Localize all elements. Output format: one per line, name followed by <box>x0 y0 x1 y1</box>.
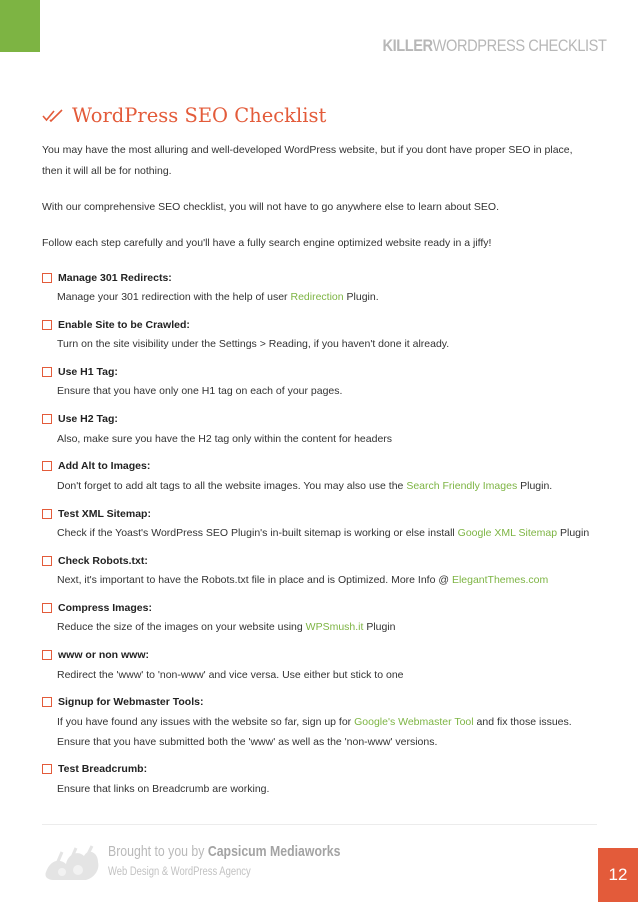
checkbox-icon[interactable] <box>42 320 52 330</box>
desc-text: Reduce the size of the images on your website using <box>57 621 306 634</box>
checklist-item-title: Use H2 Tag: <box>58 413 118 426</box>
header-brand <box>382 36 606 56</box>
checklist-item-title: Use H1 Tag: <box>58 365 118 378</box>
desc-text-after: Plugin. <box>343 291 379 303</box>
checklist-item <box>42 693 572 752</box>
footer-tagline: Web Design & WordPress Agency <box>108 866 251 878</box>
checkbox-icon[interactable] <box>42 414 52 424</box>
checklist-item-desc-line2: Ensure that you have submitted both the 'www' as well as the 'non-www' versions. <box>57 735 438 748</box>
checklist-item-title: Enable Site to be Crawled: <box>58 318 190 331</box>
desc-text: Turn on the site visibility under the Settings > Reading, if you haven't done it already. <box>57 338 450 351</box>
checklist-item <box>42 457 552 496</box>
footer-brought-text: Brought to you by <box>108 843 208 860</box>
checklist-item-desc <box>42 429 392 449</box>
checklist-item <box>42 504 589 543</box>
page-number: 12 <box>598 848 638 902</box>
capsicum-logo-icon <box>42 842 102 886</box>
checklist-item-desc <box>42 523 589 543</box>
desc-text: Ensure that you have only one H1 tag on each of your pages. <box>57 385 343 398</box>
page-title: WordPress SEO Checklist <box>72 104 327 127</box>
checklist-item-desc <box>42 381 342 401</box>
checkbox-icon[interactable] <box>42 461 52 471</box>
footer-company: Capsicum Mediaworks <box>207 843 341 860</box>
desc-text-after: Plugin. <box>517 479 553 492</box>
checklist-item-title: Test XML Sitemap: <box>58 507 151 520</box>
checklist-item-title: Test Breadcrumb: <box>58 763 148 776</box>
checklist-item-title: Check Robots.txt: <box>58 554 148 567</box>
desc-text-after: and fix those issues. <box>473 715 572 728</box>
desc-text: Ensure that links on Breadcrumb are working. <box>57 782 270 795</box>
intro-line-2: then it will all be for nothing. <box>42 165 172 177</box>
desc-text-after: Plugin <box>557 527 590 539</box>
intro-line-3: With our comprehensive SEO checklist, you will not have to go anywhere else to learn about SEO. <box>42 201 499 213</box>
desc-text: Don't forget to add alt tags to all the website images. You may also use the <box>57 479 407 492</box>
checklist-item-title: Signup for Webmaster Tools: <box>58 696 204 709</box>
double-check-icon <box>42 109 64 123</box>
checklist-item-desc <box>42 779 269 799</box>
plugin-link[interactable]: ElegantThemes.com <box>451 574 549 587</box>
desc-text: Also, make sure you have the H2 tag only within the content for headers <box>57 432 393 445</box>
checklist-item <box>42 551 548 590</box>
desc-text: Manage your 301 redirection with the help of user <box>57 291 291 303</box>
intro-line-1: You may have the most alluring and well-developed WordPress website, but if you dont have proper SEO in place, <box>42 144 573 156</box>
checklist-item-desc <box>42 287 379 307</box>
plugin-link[interactable]: Google XML Sitemap <box>457 527 558 539</box>
checkbox-icon[interactable] <box>42 603 52 613</box>
checklist-item-title: Add Alt to Images: <box>58 460 151 473</box>
checklist-item <box>42 410 392 449</box>
checklist-item-desc <box>42 712 572 732</box>
checklist-item-title: www or non www: <box>58 649 149 662</box>
checklist-item <box>42 646 404 685</box>
plugin-link[interactable]: WPSmush.it <box>305 621 364 634</box>
header-brand-bold: KILLER <box>381 36 433 55</box>
checkbox-icon[interactable] <box>42 764 52 774</box>
checklist-item <box>42 598 396 637</box>
checklist-item <box>42 760 269 799</box>
checklist-item-desc <box>42 570 548 590</box>
title-row <box>42 104 326 127</box>
footer-brought-by <box>108 843 340 860</box>
plugin-link[interactable]: Redirection <box>290 291 344 303</box>
checklist-item <box>42 268 379 307</box>
corner-tab <box>0 0 40 52</box>
checklist-item-desc <box>42 334 449 354</box>
checklist-item <box>42 315 449 354</box>
plugin-link[interactable]: Search Friendly Images <box>406 479 518 492</box>
checklist-item-title: Manage 301 Redirects: <box>58 271 172 284</box>
plugin-link[interactable]: Google's Webmaster Tool <box>354 715 474 728</box>
checkbox-icon[interactable] <box>42 509 52 519</box>
desc-text: Check if the Yoast's WordPress SEO Plugin's in-built sitemap is working or else install <box>57 527 458 539</box>
checklist-item-desc <box>42 617 396 637</box>
intro-text <box>42 140 602 254</box>
checklist-item-title: Compress Images: <box>58 601 152 614</box>
checkbox-icon[interactable] <box>42 273 52 283</box>
desc-text-after: Plugin <box>363 621 396 634</box>
intro-line-4: Follow each step carefully and you'll have a fully search engine optimized website ready in a jiffy! <box>42 237 492 249</box>
desc-text: Redirect the 'www' to 'non-www' and vice versa. Use either but stick to one <box>57 668 404 681</box>
checklist-item-desc <box>42 665 404 685</box>
checklist-item-desc <box>42 476 552 496</box>
checkbox-icon[interactable] <box>42 367 52 377</box>
footer-divider <box>42 824 597 825</box>
checkbox-icon[interactable] <box>42 697 52 707</box>
desc-text: Next, it's important to have the Robots.txt file in place and is Optimized. More Info @ <box>57 574 452 587</box>
checkbox-icon[interactable] <box>42 556 52 566</box>
checklist-item <box>42 362 342 401</box>
desc-text: If you have found any issues with the website so far, sign up for <box>57 715 355 728</box>
header-brand-rest: WORDPRESS CHECKLIST <box>432 36 606 55</box>
checkbox-icon[interactable] <box>42 650 52 660</box>
